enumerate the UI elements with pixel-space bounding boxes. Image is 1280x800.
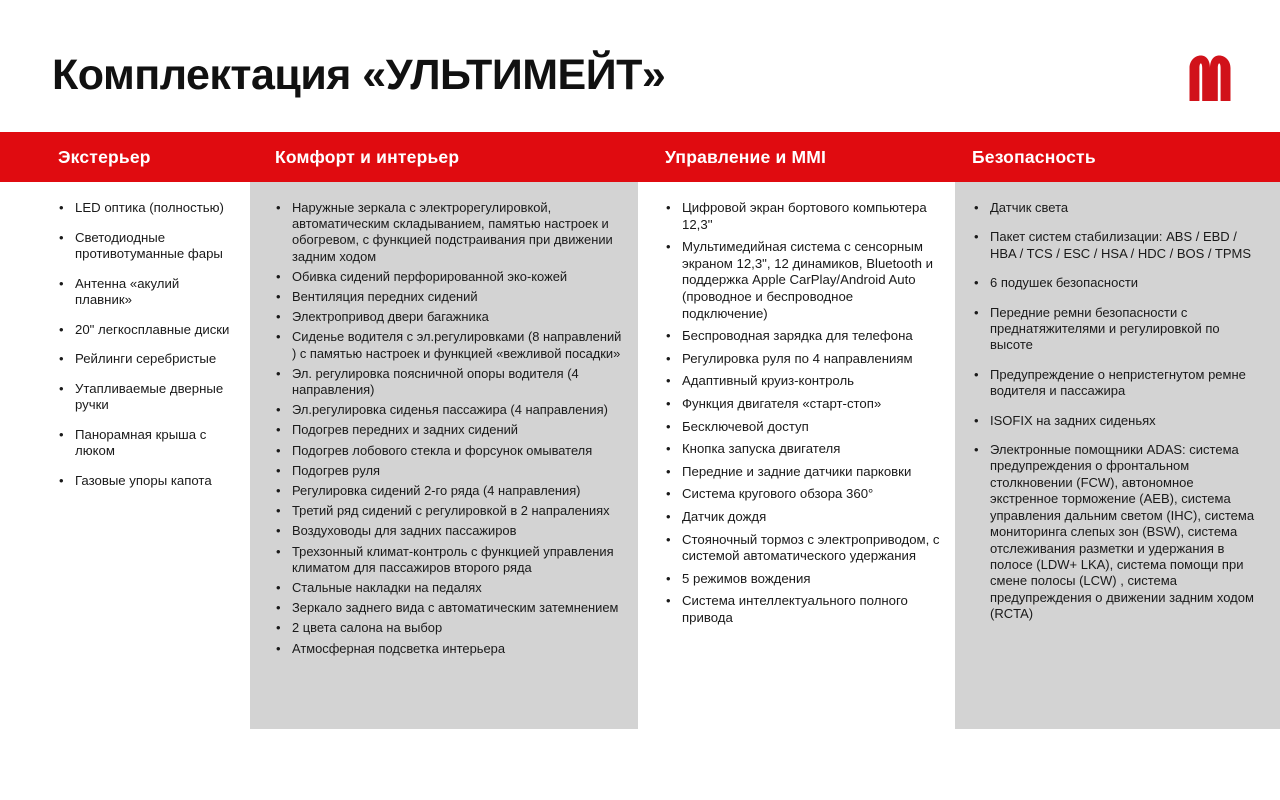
feature-list-item: • Функция двигателя «старт-стоп» xyxy=(665,396,941,413)
feature-list-control-mmi xyxy=(665,200,941,626)
feature-list-item: • Система интеллектуального полного привода xyxy=(665,593,941,626)
feature-list-exterior xyxy=(58,200,232,489)
feature-list-item: • Электропривод двери багажника xyxy=(275,309,626,325)
feature-list-item: • Предупреждение о непристегнутом ремне водителя и пассажира xyxy=(973,367,1264,400)
feature-list-item: • Подогрев лобового стекла и форсунок омывателя xyxy=(275,443,626,459)
feature-list-item: • Эл.регулировка сиденья пассажира (4 направления) xyxy=(275,402,626,418)
column-heading-safety: Безопасность xyxy=(972,146,1096,167)
moskvich-m-logo-icon xyxy=(1188,54,1232,102)
column-exterior xyxy=(0,182,250,502)
feature-list-item: • Подогрев руля xyxy=(275,463,626,479)
feature-list-item: • Вентиляция передних сидений xyxy=(275,289,626,305)
feature-list-item: • Обивка сидений перфорированной эко-кожей xyxy=(275,269,626,285)
feature-list-item: • Датчик дождя xyxy=(665,509,941,526)
feature-list-item: • Зеркало заднего вида с автоматическим затемнением xyxy=(275,600,626,616)
feature-list-item: • Регулировка руля по 4 направлениям xyxy=(665,351,941,368)
feature-list-item: • Мультимедийная система с сенсорным экраном 12,3", 12 динамиков, Bluetooth и поддержка Apple CarPlay/Android Auto (проводное и беспроводное подключение) xyxy=(665,239,941,322)
feature-list-item: • Панорамная крыша с люком xyxy=(58,427,232,460)
feature-list-item: • Передние и задние датчики парковки xyxy=(665,464,941,481)
feature-list-item: • Цифровой экран бортового компьютера 12,3'' xyxy=(665,200,941,233)
column-comfort-interior xyxy=(250,182,638,729)
feature-list-item: • Бесключевой доступ xyxy=(665,419,941,436)
feature-list-item: • Наружные зеркала с электрорегулировкой, автоматическим складыванием, памятью настроек и обогревом, с функцией подстраивания при движении задним ходом xyxy=(275,200,626,265)
feature-list-item: • Стояночный тормоз с электроприводом, с системой автоматического удержания xyxy=(665,532,941,565)
feature-list-item: • 5 режимов вождения xyxy=(665,571,941,588)
feature-list-item: • Беспроводная зарядка для телефона xyxy=(665,328,941,345)
feature-list-safety xyxy=(973,200,1264,623)
feature-list-item: • Кнопка запуска двигателя xyxy=(665,441,941,458)
feature-list-item: • Адаптивный круиз-контроль xyxy=(665,373,941,390)
feature-list-item: • Электронные помощники ADAS: система предупреждения о фронтальном столкновении (FCW), автономное экстренное торможение (AEB), система управления дальним светом (IHC), система мониторинга слепых зон (BSW), система отслеживания разметки и удержания в полосе (LDW+ LKA), система помощи при смене полосы (LCW) , система предупреждения о движении задним ходом (RCTA) xyxy=(973,442,1264,622)
column-heading-comfort-interior: Комфорт и интерьер xyxy=(275,146,460,167)
feature-list-item: • Подогрев передних и задних сидений xyxy=(275,422,626,438)
feature-list-item: • Газовые упоры капота xyxy=(58,473,232,490)
feature-list-item: • Регулировка сидений 2-го ряда (4 направления) xyxy=(275,483,626,499)
feature-list-item: • LED оптика (полностью) xyxy=(58,200,232,217)
feature-list-item: • 6 подушек безопасности xyxy=(973,275,1264,291)
page-title: Комплектация «УЛЬТИМЕЙТ» xyxy=(52,51,666,99)
column-heading-exterior: Экстерьер xyxy=(58,146,151,167)
feature-list-item: • Сиденье водителя с эл.регулировками (8 направлений ) с памятью настроек и функцией «вежливой посадки» xyxy=(275,329,626,361)
feature-list-item: • Третий ряд сидений с регулировкой в 2 напралениях xyxy=(275,503,626,519)
title-bar xyxy=(0,0,1280,132)
feature-list-item: • Воздуховоды для задних пассажиров xyxy=(275,523,626,539)
feature-list-item: • Стальные накладки на педалях xyxy=(275,580,626,596)
feature-list-item: • Светодиодные противотуманные фары xyxy=(58,230,232,263)
section-header-band xyxy=(0,132,1280,182)
feature-list-item: • 20" легкосплавные диски xyxy=(58,322,232,339)
feature-list-item: • Антенна «акулий плавник» xyxy=(58,276,232,309)
column-safety xyxy=(955,182,1280,729)
column-heading-control-mmi: Управление и MMI xyxy=(665,146,827,167)
feature-list-item: • Система кругового обзора 360° xyxy=(665,486,941,503)
feature-list-item: • Атмосферная подсветка интерьера xyxy=(275,641,626,657)
feature-list-comfort-interior xyxy=(275,200,626,657)
feature-list-item: • Датчик света xyxy=(973,200,1264,216)
feature-columns xyxy=(0,182,1280,800)
feature-list-item: • ISOFIX на задних сиденьях xyxy=(973,413,1264,429)
feature-list-item: • Рейлинги серебристые xyxy=(58,351,232,368)
feature-list-item: • Трехзонный климат-контроль с функцией управления климатом для пассажиров второго ряда xyxy=(275,544,626,576)
feature-list-item: • Передние ремни безопасности с преднатяжителями и регулировкой по высоте xyxy=(973,305,1264,354)
feature-list-item: • Пакет систем стабилизации: ABS / EBD / HBA / TCS / ESC / HSA / HDC / BOS / TPMS xyxy=(973,229,1264,262)
feature-list-item: • Эл. регулировка поясничной опоры водителя (4 направления) xyxy=(275,366,626,398)
feature-list-item: • Утапливаемые дверные ручки xyxy=(58,381,232,414)
column-control-mmi xyxy=(638,182,955,632)
feature-list-item: • 2 цвета салона на выбор xyxy=(275,620,626,636)
